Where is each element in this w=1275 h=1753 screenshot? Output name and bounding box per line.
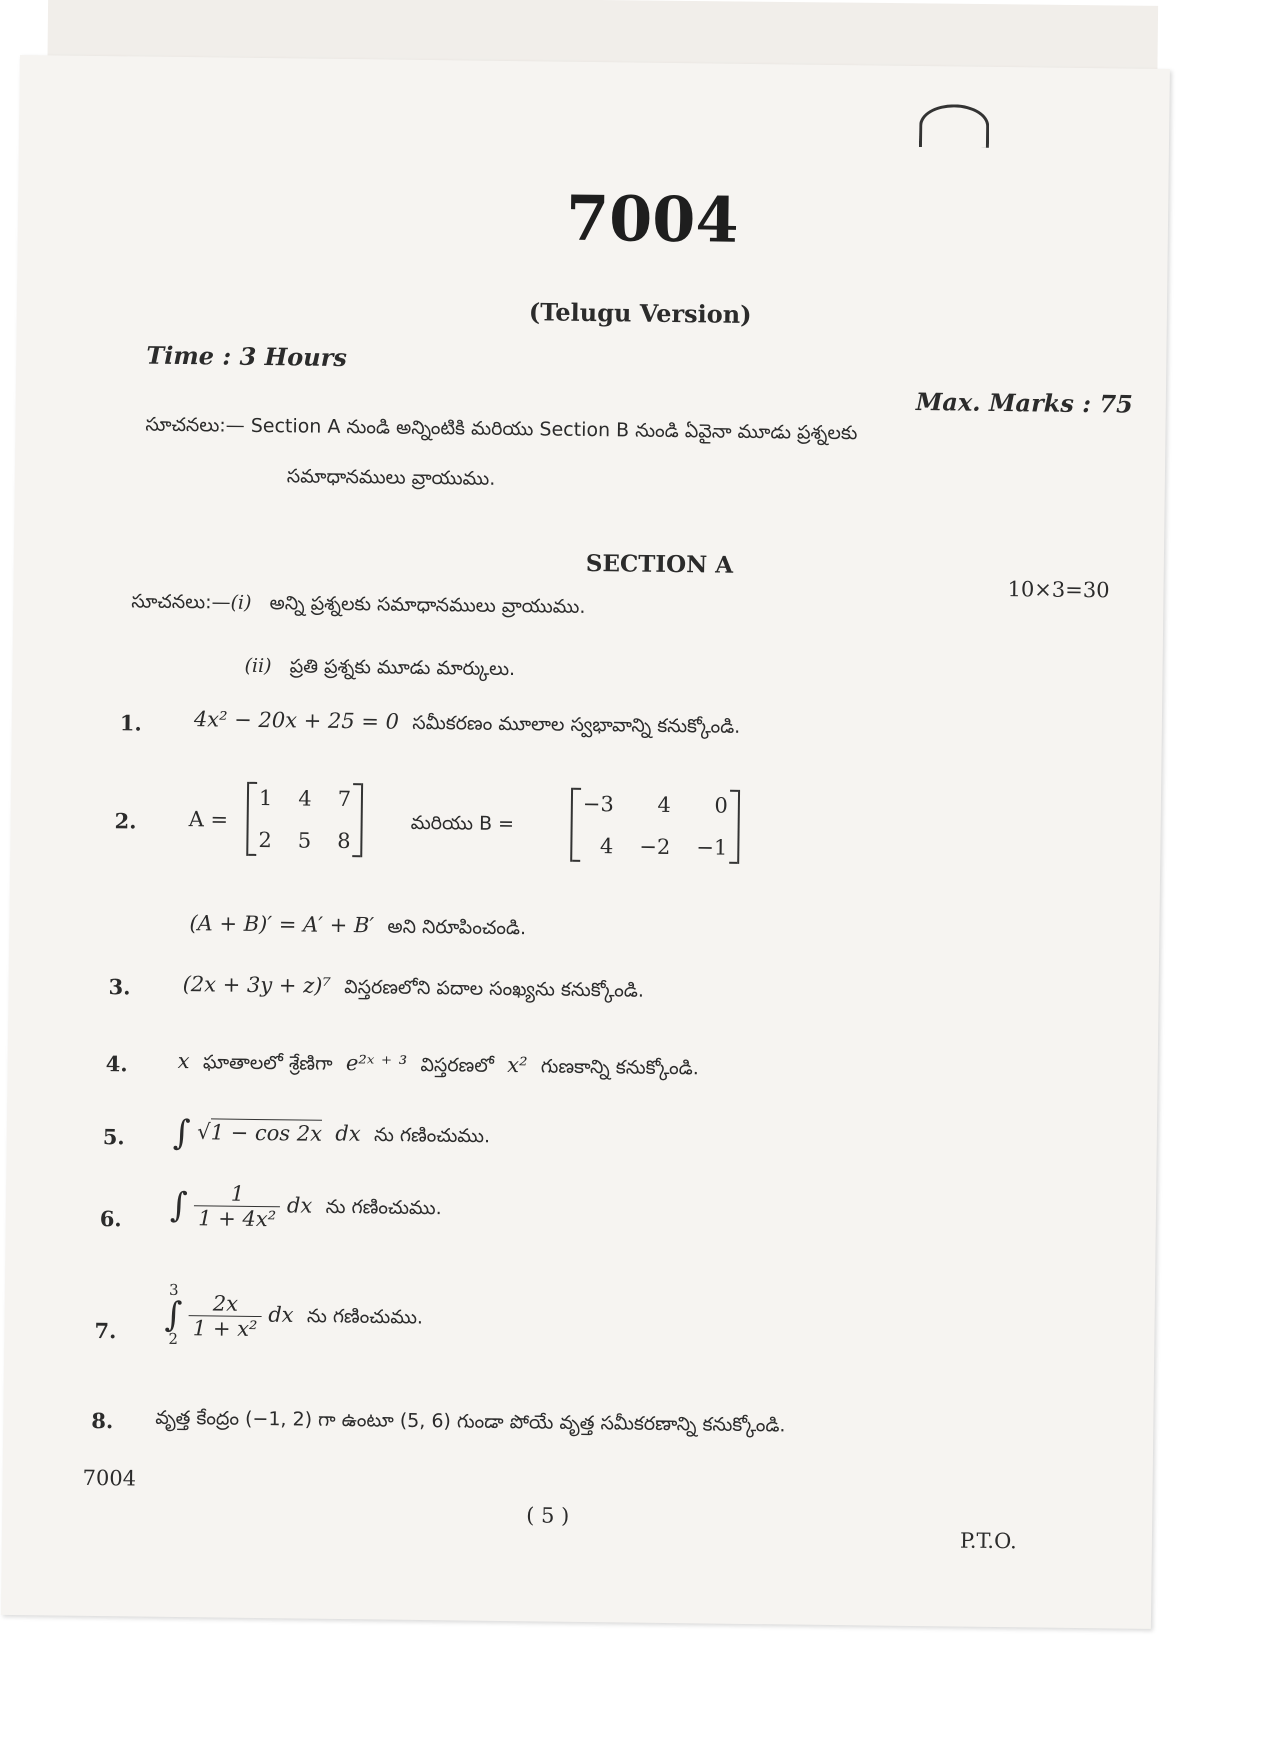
instructions-text-1: Section A నుండి అన్నింటికి మరియు Section B నుండి ఏవైనా మూడు ప్రశ్నలకు xyxy=(250,414,858,445)
page-number-circle-icon xyxy=(919,104,990,148)
section-note-1 xyxy=(131,590,585,623)
section-a-title: SECTION A xyxy=(585,549,734,579)
question-7-text: ను గణించుము. xyxy=(306,1305,424,1329)
question-3 xyxy=(182,972,644,1007)
question-1-number: 1. xyxy=(119,710,142,736)
integral-sign: ∫ xyxy=(172,1112,191,1154)
question-5-dx: dx xyxy=(335,1121,361,1146)
note-1-number: (i) xyxy=(230,591,252,614)
question-6-text: ను గణించుము. xyxy=(325,1195,442,1220)
question-3-text: విస్తరణలోని పదాల సంఖ్యను కనుక్కోండి. xyxy=(344,976,645,1002)
question-2-prefix: A = xyxy=(188,807,229,832)
question-4-number: 4. xyxy=(105,1051,128,1077)
matrix-a-cell: 4 xyxy=(298,786,312,811)
question-4-text-b: విస్తరణలో xyxy=(420,1053,494,1077)
section-note-label: సూచనలు:— xyxy=(131,590,231,614)
sqrt-sign: √ xyxy=(197,1119,211,1144)
integral-sign: ∫ xyxy=(164,1294,183,1336)
note-2-number: (ii) xyxy=(244,654,272,678)
question-4-exponential: e²ˣ ⁺ ³ xyxy=(345,1051,408,1076)
max-marks-label: Max. Marks : 75 xyxy=(915,386,1134,419)
question-6-numerator: 1 xyxy=(194,1181,280,1207)
lower-limit: 2 xyxy=(168,1329,179,1349)
footer-paper-code: 7004 xyxy=(82,1465,137,1491)
question-3-expression: (2x + 3y + z)⁷ xyxy=(182,972,332,998)
matrix-b xyxy=(570,788,740,864)
matrix-a-cell: 8 xyxy=(337,828,351,854)
section-note-2 xyxy=(244,655,515,685)
question-7-fraction xyxy=(189,1291,262,1341)
matrix-b-cell: −2 xyxy=(639,834,671,860)
matrix-a-cell: 2 xyxy=(258,827,272,853)
matrix-b-cell: −3 xyxy=(582,791,615,817)
section-a-marks: 10×3=30 xyxy=(1007,577,1110,603)
matrix-a-cell: 5 xyxy=(297,828,312,853)
question-5-radicand: 1 − cos 2x xyxy=(210,1119,323,1146)
question-5-text: ను గణించుము. xyxy=(373,1123,491,1148)
question-4-text-c: గుణకాన్ని కనుక్కోండి. xyxy=(540,1055,699,1080)
question-1-text: సమీకరణం మూలాల స్వభావాన్ని కనుక్కోండి. xyxy=(412,711,741,738)
page-number: ( 5 ) xyxy=(526,1503,570,1528)
question-6-dx: dx xyxy=(286,1193,313,1218)
question-6-fraction xyxy=(194,1181,281,1231)
please-turn-over: P.T.O. xyxy=(959,1528,1017,1554)
question-7-dx: dx xyxy=(268,1302,294,1327)
question-5-number: 5. xyxy=(102,1124,125,1150)
matrix-a-cell: 1 xyxy=(258,785,273,811)
question-7-denominator: 1 + x² xyxy=(192,1315,258,1341)
instructions-label: సూచనలు:— xyxy=(145,413,245,437)
note-2-text: ప్రతి ప్రశ్నకు మూడు మార్కులు. xyxy=(289,655,516,681)
question-1-equation: 4x² − 20x + 25 = 0 xyxy=(193,707,400,734)
definite-integral xyxy=(164,1280,183,1349)
matrix-b-cell: 4 xyxy=(599,834,614,859)
question-4-text-a: ఘాతాలలో శ్రేణిగా xyxy=(202,1051,333,1075)
general-instructions-line1 xyxy=(145,414,857,450)
question-2-join: మరియు B = xyxy=(410,811,515,836)
question-2-identity: (A + B)′ = A′ + B′ xyxy=(189,911,375,938)
question-7-numerator: 2x xyxy=(189,1291,262,1317)
question-7-number: 7. xyxy=(94,1318,117,1344)
upper-limit: 3 xyxy=(168,1280,179,1300)
paper-code: 7004 xyxy=(565,181,740,257)
question-6-denominator: 1 + 4x² xyxy=(198,1206,277,1232)
matrix-a xyxy=(246,782,363,857)
question-6-number: 6. xyxy=(99,1206,122,1232)
integral-sign: ∫ xyxy=(169,1185,188,1226)
version-label: (Telugu Version) xyxy=(528,297,752,329)
question-4-variable: x xyxy=(177,1049,190,1074)
note-1-text: అన్ని ప్రశ్నలకు సమాధానములు వ్రాయుము. xyxy=(269,592,586,618)
question-1 xyxy=(194,707,741,743)
question-5 xyxy=(173,1113,491,1157)
question-7 xyxy=(164,1280,424,1350)
matrix-b-cell: −1 xyxy=(696,835,728,860)
matrix-b-cell: 0 xyxy=(714,793,728,818)
question-2-line2 xyxy=(189,911,526,944)
question-2-number: 2. xyxy=(114,808,137,834)
question-8-number: 8. xyxy=(91,1407,114,1434)
question-3-number: 3. xyxy=(108,974,131,1000)
time-label: Time : 3 Hours xyxy=(146,340,348,373)
general-instructions-line2: సమాధానములు వ్రాయుము. xyxy=(286,465,496,490)
question-4 xyxy=(178,1049,699,1084)
matrix-b-cell: 4 xyxy=(657,792,671,818)
question-6 xyxy=(170,1181,442,1233)
exam-paper-page xyxy=(1,55,1170,1629)
matrix-a-cell: 7 xyxy=(337,786,352,812)
question-2-text: అని నిరూపించండి. xyxy=(387,915,527,940)
question-8-text: వృత్త కేంద్రం (−1, 2) గా ఉంటూ (5, 6) గుండా పోయే వృత్త సమీకరణాన్ని కనుక్కోండి. xyxy=(155,1406,786,1437)
question-4-power: x² xyxy=(507,1053,528,1078)
